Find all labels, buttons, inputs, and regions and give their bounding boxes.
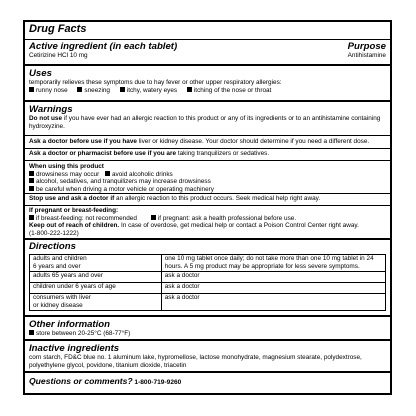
bullet-square-icon	[29, 171, 34, 176]
do-not-use-lead: Do not use	[29, 115, 63, 122]
table-cell: ask a doctor	[161, 294, 385, 311]
purpose-heading: Purpose	[347, 41, 386, 52]
uses-list	[29, 87, 386, 95]
when-using-lead: When using this product	[29, 163, 104, 170]
bullet-square-icon	[29, 87, 34, 92]
table-cell: adults 65 years and over	[30, 272, 162, 283]
warnings-section	[25, 100, 390, 238]
active-ingredient-value: Cetirizine HCl 10 mg	[29, 52, 88, 59]
list-item: be careful when driving a motor vehicle or operating machinery	[29, 186, 386, 194]
list-item: runny nose	[29, 87, 68, 94]
keep-out-lead: Keep out of reach of children.	[29, 222, 120, 230]
list-item: itching of the nose or throat	[187, 87, 271, 94]
bullet-square-icon	[187, 87, 192, 92]
directions-table	[29, 254, 386, 311]
table-cell: children under 6 years of age	[30, 283, 162, 294]
questions-label: Questions or comments?	[29, 376, 133, 386]
table-cell: one 10 mg tablet once daily; do not take more than one 10 mg tablet in 24 hours. A 5 mg product may be appropriate for less severe symptoms.	[161, 255, 385, 272]
directions-section	[25, 238, 390, 315]
bullet-square-icon	[120, 87, 125, 92]
inactive-ingredients-text: corn starch, FD&C blue no. 1 aluminum lake, hypromellose, lactose monohydrate, magnesium stearate, polydextrose, polyethylene glycol, povidone, titanium dioxide, triacetin	[29, 354, 362, 369]
table-cell: ask a doctor	[161, 283, 385, 294]
uses-heading: Uses	[29, 68, 52, 79]
list-item: alcohol, sedatives, and tranquilizers may increase drowsiness	[29, 178, 386, 186]
ask-pharmacist-block	[25, 148, 390, 160]
ask-doctor-text: liver or kidney disease. Your doctor should determine if you need a different dose.	[138, 138, 370, 145]
list-item	[29, 330, 386, 338]
list-item: itchy, watery eyes	[120, 87, 177, 94]
ask-doctor-lead: Ask a doctor before use if you have	[29, 138, 137, 145]
pregnant-lead: If pregnant or breast-feeding:	[29, 207, 119, 214]
bullet-square-icon	[77, 87, 82, 92]
stop-use-lead: Stop use and ask a doctor if	[29, 195, 115, 202]
stop-use-text: an allergic reaction to this product occurs. Seek medical help right away.	[116, 195, 321, 202]
active-ingredient-section	[25, 39, 390, 64]
other-info-section	[25, 315, 390, 339]
table-cell: consumers with liver or kidney disease	[30, 294, 162, 311]
stop-use-block	[25, 193, 390, 205]
table-cell: ask a doctor	[161, 272, 385, 283]
table-row	[30, 255, 386, 272]
when-using-block	[25, 160, 390, 193]
bullet-square-icon	[151, 215, 156, 220]
uses-intro: temporarily relieves these symptoms due to hay fever or other upper respiratory allergies:	[29, 79, 282, 86]
purpose-value: Antihistamine	[347, 52, 386, 59]
bullet-square-icon	[29, 330, 34, 335]
keep-out-text: In case of overdose, get medical help or contact a Poison Control Center right away.	[120, 222, 359, 230]
uses-section	[25, 64, 390, 100]
other-info-heading: Other information	[29, 319, 111, 330]
ask-pharmacist-lead: Ask a doctor or pharmacist before use if you are	[29, 150, 177, 157]
ask-doctor-block	[25, 135, 390, 148]
table-row	[30, 283, 386, 294]
drug-facts-title: Drug Facts	[29, 23, 87, 35]
ask-pharmacist-text: taking tranquilizers or sedatives.	[177, 150, 270, 157]
do-not-use-text: if you have ever had an allergic reaction to this product or any of its ingredients or to an antihistamine containing hydroxyzine.	[29, 115, 381, 130]
questions-phone: 1-800-719-9260	[134, 379, 182, 386]
table-row	[30, 272, 386, 283]
bullet-square-icon	[29, 215, 34, 220]
table-row	[30, 294, 386, 311]
bullet-square-icon	[105, 171, 110, 176]
storage-text: store between 20-25°C (68-77°F)	[36, 330, 131, 337]
directions-heading: Directions	[29, 241, 76, 252]
bullet-square-icon	[29, 186, 34, 191]
poison-control-phone: (1-800-222-1222)	[29, 229, 79, 237]
list-item: if breast-feeding: not recommended if pregnant: ask a health professional before use.	[29, 215, 386, 223]
title-section	[25, 22, 390, 39]
inactive-ingredients-heading: Inactive ingredients	[29, 343, 120, 354]
drug-facts-panel	[23, 20, 392, 395]
table-cell: adults and children 6 years and over	[30, 255, 162, 272]
list-item: drowsiness may occur avoid alcoholic drinks	[29, 171, 386, 179]
list-item: sneezing	[77, 87, 110, 94]
active-ingredient-heading: Active ingredient (in each tablet)	[29, 41, 178, 52]
warnings-heading: Warnings	[29, 104, 73, 115]
do-not-use-block	[25, 104, 390, 135]
questions-section	[25, 371, 390, 387]
bullet-square-icon	[29, 178, 34, 183]
inactive-ingredients-section	[25, 339, 390, 371]
pregnant-block	[25, 205, 390, 238]
